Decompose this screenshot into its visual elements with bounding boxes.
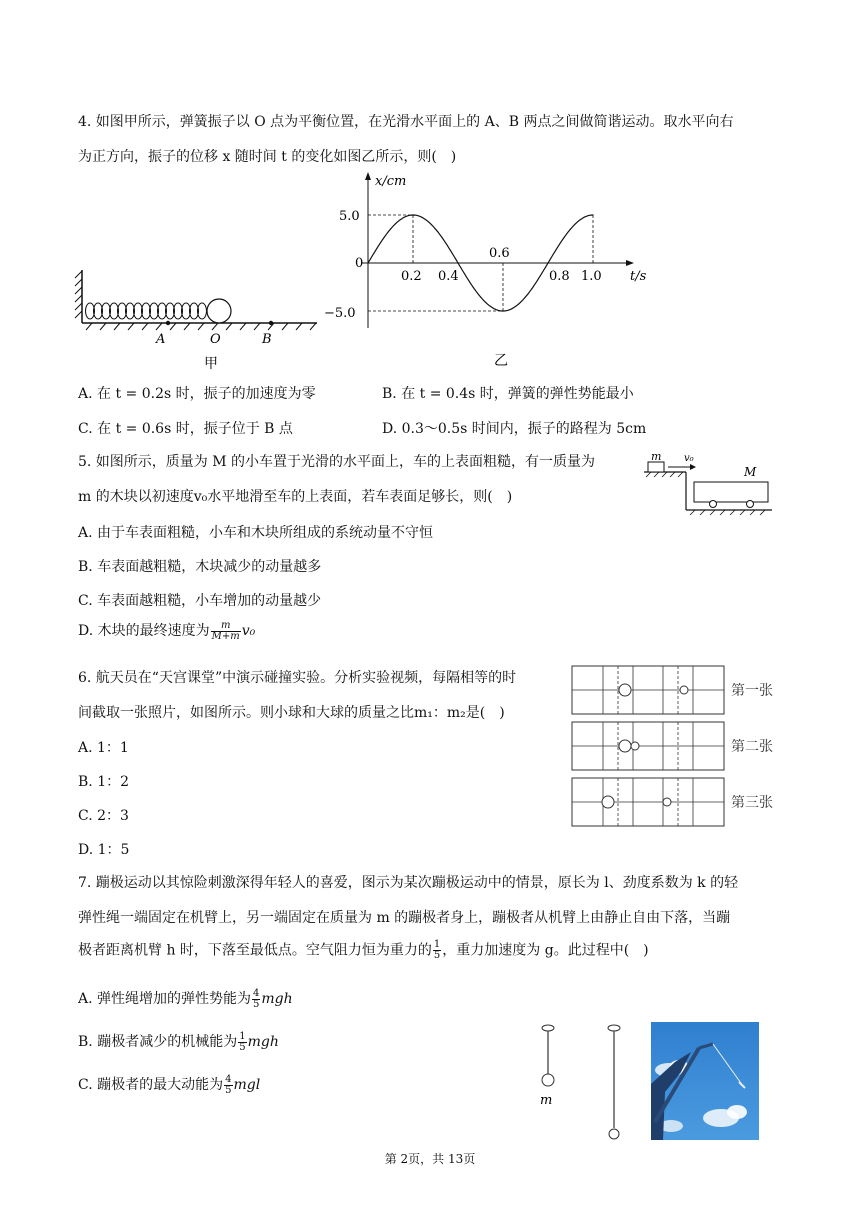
q4-option-c[interactable]: C. 在 t = 0.6s 时，振子位于 B 点 (78, 421, 293, 437)
cart-M (694, 482, 768, 502)
y-tick-0: 0 (355, 256, 364, 271)
data-point-1 (390, 228, 391, 229)
page-footer: 第 2页，共 13页 (384, 1152, 476, 1166)
q7-option-c[interactable]: C. 蹦极者的最大动能为 $\frac{4}{5}$ mgl (78, 1073, 261, 1096)
q6-option-c[interactable]: C. 2：3 (78, 808, 129, 824)
data-point-8 (547, 262, 548, 263)
bungee-photo (651, 1022, 759, 1140)
q6-option-b[interactable]: B. 1：2 (78, 774, 130, 790)
data-point-6 (502, 310, 503, 311)
y-axis-label: x/cm (375, 174, 407, 189)
q5-option-a[interactable]: A. 由于车表面粗糙，小车和木块所组成的系统动量不守恒 (78, 525, 434, 541)
q4-option-d[interactable]: D. 0.3～0.5s 时间内，振子的路程为 5cm (382, 421, 647, 437)
data-point-9 (570, 228, 571, 229)
fraction: $\frac{4}{5}$ (253, 987, 260, 1010)
photo-2-label: 第二张 (731, 739, 773, 755)
q5-option-b[interactable]: B. 车表面越粗糙，木块减少的动量越多 (78, 559, 322, 575)
photo-1 (572, 666, 724, 714)
label-O: O (210, 332, 221, 347)
q7-stem-line1: 7. 蹦极运动以其惊险刺激深得年轻人的喜爱，图示为某次蹦极运动中的情景，原长为 l、劲度系数为 k 的轻 (78, 875, 739, 891)
q5-option-d[interactable]: D. 木块的最终速度为 $\frac{m}{M+m}$ v₀ (78, 619, 256, 642)
q7-stem-line3: 极者距离机臂 h 时，下落至最低点。空气阻力恒为重力的 $\frac{1}{5}$ ，重力加速度为 g。此过程中( ) (78, 939, 649, 961)
q7-stem-line2: 弹性绳一端固定在机臂上，另一端固定在质量为 m 的蹦极者身上，蹦极者从机臂上由静止自由下落，当蹦 (78, 910, 731, 926)
caption-yi: 乙 (494, 353, 508, 369)
data-point-4 (457, 262, 458, 263)
data-point-7 (525, 296, 526, 297)
fraction: $\frac{1}{5}$ (433, 939, 441, 961)
photo-2 (572, 722, 724, 770)
x-tick-0.6: 0.6 (489, 246, 510, 261)
y-tick-5: 5.0 (339, 209, 360, 224)
fraction: $\frac{m}{M+m}$ (211, 619, 240, 642)
fraction: $\frac{4}{5}$ (225, 1073, 232, 1096)
photo-3 (572, 778, 724, 826)
cart-block-figure (640, 448, 775, 516)
photo-3-label: 第三张 (731, 795, 773, 811)
q4-option-b[interactable]: B. 在 t = 0.4s 时，弹簧的弹性势能最小 (382, 386, 634, 402)
data-point-2 (412, 214, 413, 215)
x-tick-0.8: 0.8 (549, 269, 570, 284)
q7-option-b[interactable]: B. 蹦极者减少的机械能为 $\frac{1}{5}$ mgh (78, 1030, 279, 1053)
photo-1-label: 第一张 (731, 683, 773, 699)
caption-jia: 甲 (204, 356, 218, 372)
spring-oscillator-figure (72, 268, 322, 373)
q4-option-a[interactable]: A. 在 t = 0.2s 时，振子的加速度为零 (78, 386, 316, 402)
q4-stem-line2: 为正方向，振子的位移 x 随时间 t 的变化如图乙所示，则( ) (78, 149, 457, 165)
fraction: $\frac{1}{5}$ (239, 1030, 246, 1053)
jumper-mass (542, 1074, 554, 1086)
q5-stem-line1: 5. 如图所示，质量为 M 的小车置于光滑的水平面上，车的上表面粗糙，有一质量为 (78, 454, 596, 470)
q6-option-a[interactable]: A. 1：1 (78, 740, 129, 756)
data-point-3 (435, 228, 436, 229)
data-point-0 (367, 262, 368, 263)
collision-photos-figure (568, 662, 788, 832)
q5-option-c[interactable]: C. 车表面越粗糙，小车增加的动量越少 (78, 593, 322, 609)
y-tick-neg5: −5.0 (324, 306, 356, 321)
x-tick-0.2: 0.2 (401, 269, 422, 284)
label-A: A (156, 332, 166, 347)
displacement-time-chart (322, 168, 660, 373)
q6-option-d[interactable]: D. 1：5 (78, 842, 130, 858)
svg-text:v₀: v₀ (684, 453, 694, 464)
svg-text:m: m (651, 450, 662, 463)
svg-text:m: m (540, 1093, 553, 1108)
block-m (648, 462, 664, 472)
x-tick-0.4: 0.4 (438, 269, 459, 284)
q6-stem-line2: 间截取一张照片，如图所示。则小球和大球的质量之比m₁：m₂是( ) (78, 705, 505, 721)
label-B: B (262, 332, 272, 347)
svg-text:M: M (744, 465, 757, 479)
bungee-schematic (530, 1020, 640, 1145)
spring (86, 303, 207, 319)
data-point-10 (592, 214, 593, 215)
x-tick-1.0: 1.0 (581, 269, 602, 284)
x-axis-label: t/s (630, 269, 647, 284)
q4-stem-line1: 4. 如图甲所示，弹簧振子以 O 点为平衡位置，在光滑水平面上的 A、B 两点之间做简谐运动。取水平向右 (78, 114, 734, 130)
oscillator-ball (207, 299, 231, 323)
q6-stem-line1: 6. 航天员在“天宫课堂”中演示碰撞实验。分析实验视频，每隔相等的时 (78, 670, 517, 686)
q5-stem-line2: m 的木块以初速度v₀水平地滑至车的上表面，若车表面足够长，则( ) (78, 489, 513, 505)
data-point-5 (480, 296, 481, 297)
q7-option-a[interactable]: A. 弹性绳增加的弹性势能为 $\frac{4}{5}$ mgh (78, 987, 293, 1010)
